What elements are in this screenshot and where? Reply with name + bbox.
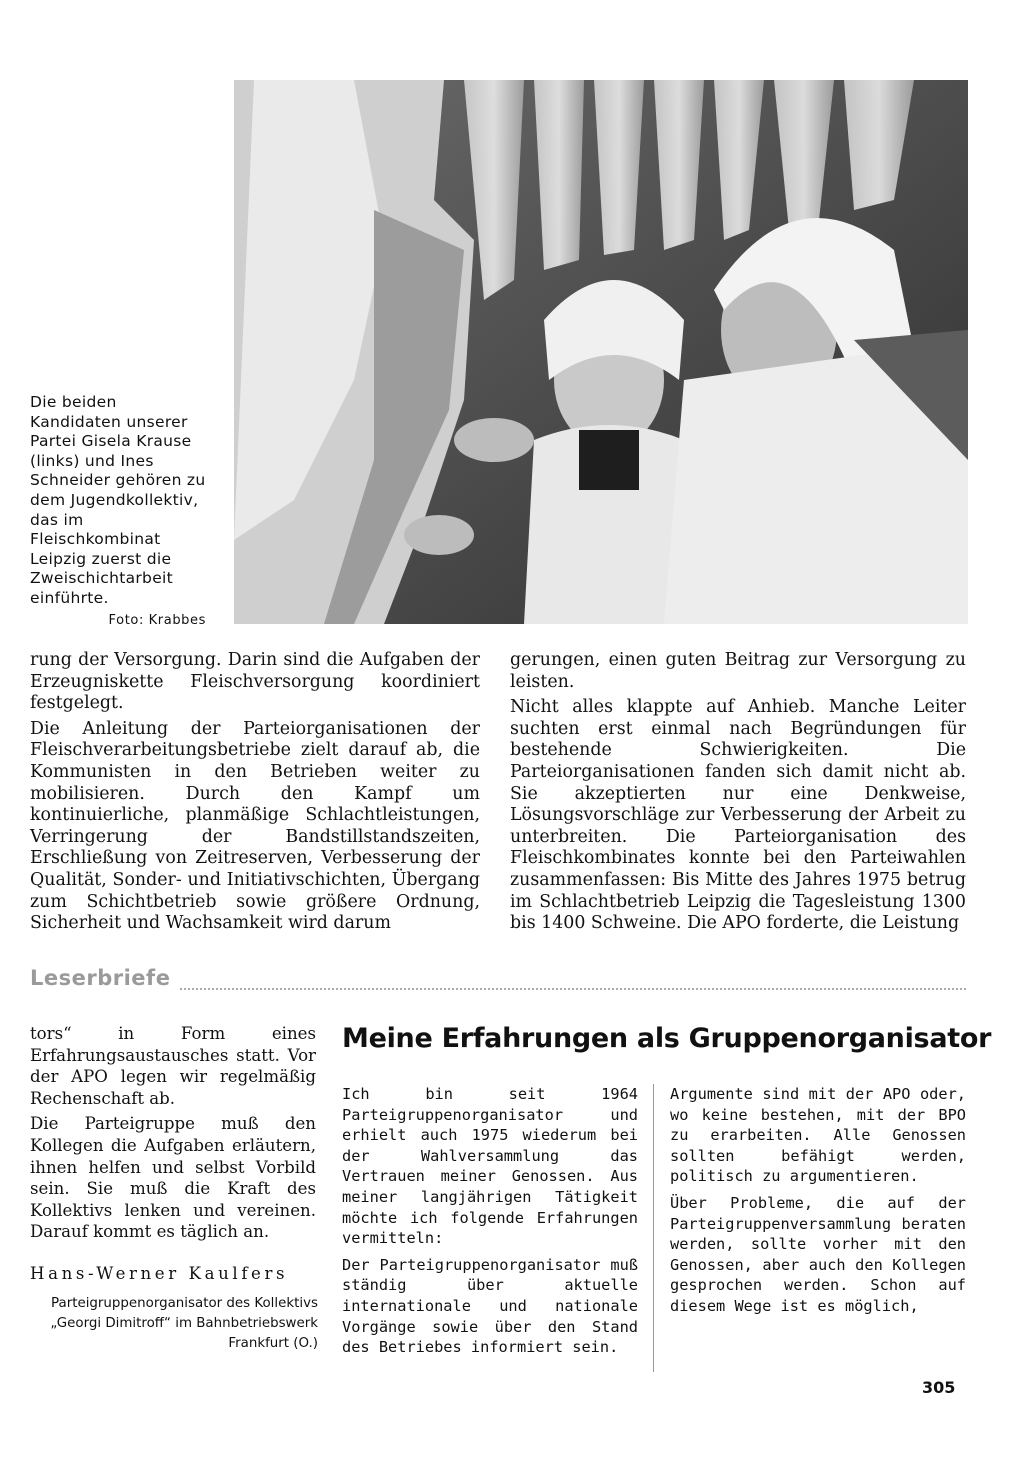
article-photo [234,80,968,624]
author-name: Hans-Werner Kaulfers [30,1264,289,1283]
paragraph: rung der Versorgung. Darin sind die Aufgaben der Erzeugniskette Fleischversorgung koordiniert festgelegt. [30,650,480,714]
letter-column-3 [670,1084,966,1323]
article-column-1 [30,650,480,939]
paragraph: Ich bin seit 1964 Parteigruppenorganisator und erhielt auch 1975 wiederum bei der Wahlversammlung das Vertrauen meiner Genossen. Aus meiner langjährigen Tätigkeit möchte ich folgende Erfahrungen vermitteln: [342,1085,638,1248]
paragraph: Argumente sind mit der APO oder, wo keine bestehen, mit der BPO zu erarbeiten. Alle Genossen sollten befähigt werden, politisch zu argumentieren. [670,1085,966,1186]
section-divider [180,988,966,990]
paragraph: gerungen, einen guten Beitrag zur Versorgung zu leisten. [510,650,966,692]
letter-column-2 [342,1084,638,1364]
author-role: Parteigruppenorganisator des Kollektivs „Georgi Dimitroff“ im Bahnbetriebswerk Frankfurt (O.) [50,1296,318,1351]
photo-meat-factory-workers-image [234,80,968,624]
caption-text: Die beiden Kandidaten unserer Partei Gisela Krause (links) und Ines Schneider gehören zu dem Jugendkollektiv, das im Fleischkombinat Leipzig zuerst die Zweischichtarbeit einführte. [30,393,206,607]
paragraph: Der Parteigruppenorganisator muß ständig über aktuelle internationale und nationale Vorgänge sowie über den Stand des Betriebes informiert sein. [342,1255,638,1357]
paragraph: Die Parteigruppe muß den Kollegen die Aufgaben erläutern, ihnen helfen und selbst Vorbild sein. Sie muß die Kraft des Kollektivs lenken und vereinen. Darauf kommt es täglich an. [30,1114,316,1242]
photo-caption [30,393,206,630]
paragraph: Die Anleitung der Parteiorganisationen der Fleischverarbeitungsbetriebe zielt darauf ab, die Kommunisten in den Betrieben weiter zu mobilisieren. Durch den Kampf um kontinuierliche, planmäßige Schlachtleistungen, Verringerung der Bandstillstandszeiten, Erschließung von Zeitreserven, Verbesserung der Qualität, Sonder- und Initiativschichten, Übergang zum Schichtbetrieb sowie größere Ordnung, Sicherheit und Wachsamkeit wird darum [30,718,480,934]
article-column-2 [510,650,966,939]
column-divider [653,1084,654,1372]
page-number: 305 [922,1378,956,1397]
paragraph: tors“ in Form eines Erfahrungsaustausches statt. Vor der APO legen wir regelmäßig Rechenschaft ab. [30,1024,316,1108]
letter-column-1 [30,1023,316,1247]
photo-credit: Foto: Krabbes [108,612,206,628]
section-label: Leserbriefe [30,966,171,990]
paragraph: Nicht alles klappte auf Anhieb. Manche Leiter suchten erst einmal nach Begründungen für bestehende Schwierigkeiten. Die Parteiorganisationen fanden sich damit nicht ab. Sie akzeptierten nur eine Denkweise, Lösungsvorschläge zur Verbesserung der Arbeit zu unterbreiten. Die Parteiorganisation des Fleischkombinates konnte bei den Parteiwahlen zusammenfassen: Bis Mitte des Jahres 1975 betrug im Schlachtbetrieb Leipzig die Tagesleistung 1300 bis 1400 Schweine. Die APO forderte, die Leistung [510,697,966,934]
letter-headline: Meine Erfahrungen als Gruppenorganisator [342,1023,992,1054]
paragraph: Über Probleme, die auf der Parteigruppenversammlung beraten werden, sollte vorher mit den Genossen, aber auch den Kollegen gesprochen werden. Schon auf diesem Wege ist es möglich, [670,1193,966,1315]
